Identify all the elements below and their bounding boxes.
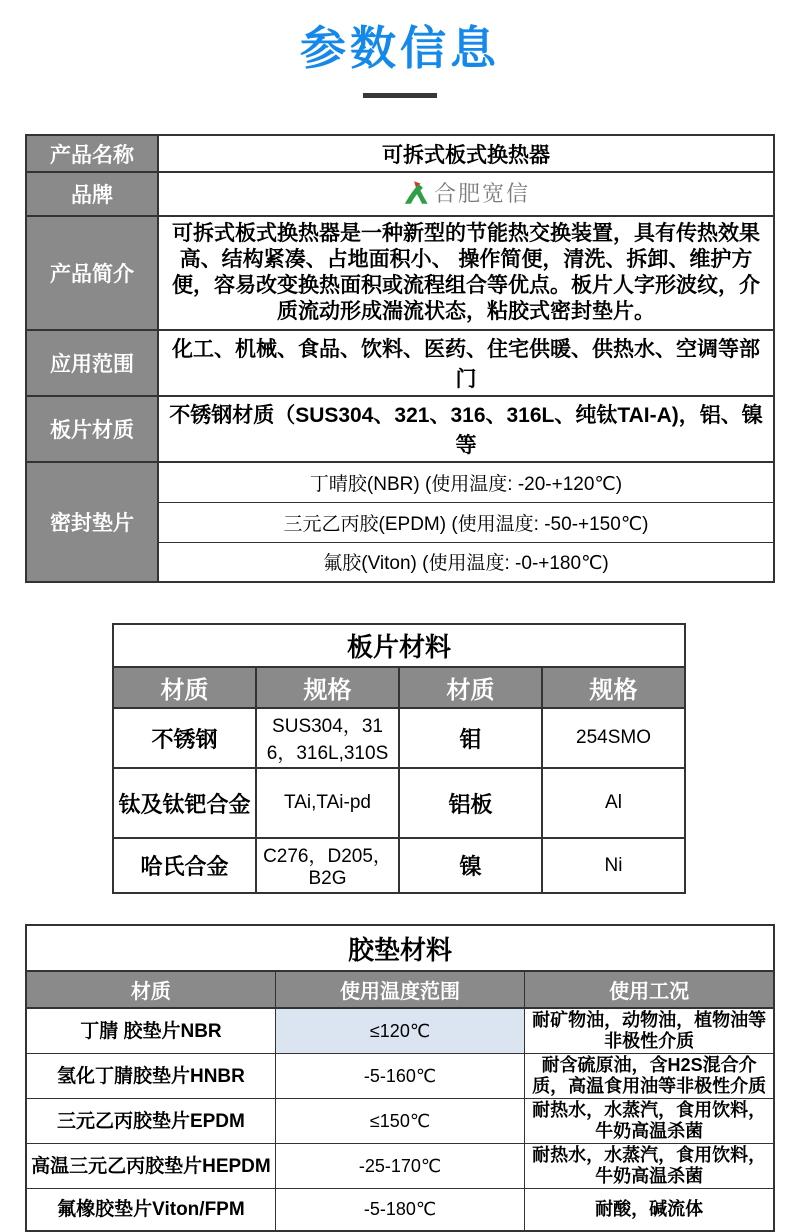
table-row [26,135,774,172]
spec-value-scope: 化工、机械、食品、饮料、医药、住宅供暖、供热水、空调等部门 [158,330,774,396]
spec-value-brand [158,172,774,216]
gasket-cell: -5-180℃ [275,1189,524,1231]
plate-cell: SUS304，316，316L,310S [256,708,399,768]
table-row [113,708,685,768]
plate-cell: 哈氏合金 [113,838,256,893]
table-row [26,172,774,216]
spec-label-seal-gasket: 密封垫片 [26,462,158,582]
spec-value-product-name: 可拆式板式换热器 [158,135,774,172]
gasket-cell: 耐含硫原油，含H2S混合介质，高温食用油等非极性介质 [525,1054,774,1099]
plate-table-title: 板片材料 [113,624,685,667]
gasket-cell: 高温三元乙丙胶垫片HEPDM [26,1144,275,1189]
plate-cell: 不锈钢 [113,708,256,768]
plate-cell: TAi,TAi-pd [256,768,399,838]
gasket-cell-temp-highlight: ≤120℃ [275,1008,524,1054]
plate-head-spec-2: 规格 [542,667,685,708]
gasket-cell: ≤150℃ [275,1099,524,1144]
table-row [26,396,774,462]
plate-head-material-1: 材质 [113,667,256,708]
table-row [113,838,685,893]
plate-cell: Ni [542,838,685,893]
gasket-cell: -5-160℃ [275,1054,524,1099]
spec-label-product-name: 产品名称 [26,135,158,172]
gasket-table-title: 胶垫材料 [26,925,774,971]
table-row [26,1008,774,1054]
table-row [113,667,685,708]
table-row [26,216,774,330]
plate-cell: 镍 [399,838,542,893]
table-row [26,1144,774,1189]
gasket-cell: 三元乙丙胶垫片EPDM [26,1099,275,1144]
table-row [26,1054,774,1099]
spec-label-intro: 产品简介 [26,216,158,330]
table-row [26,971,774,1008]
plate-cell: Al [542,768,685,838]
plate-head-material-2: 材质 [399,667,542,708]
page-title: 参数信息 [300,22,500,74]
spec-label-brand: 品牌 [26,172,158,216]
gasket-cell: 氟橡胶垫片Viton/FPM [26,1189,275,1231]
gasket-cell: 耐矿物油，动物油，植物油等非极性介质 [525,1008,774,1054]
gasket-cell: 耐热水，水蒸汽，食用饮料，牛奶高温杀菌 [525,1099,774,1144]
gasket-cell: 耐酸，碱流体 [525,1189,774,1231]
table-row [26,330,774,396]
table-row [26,462,774,502]
spec-value-intro: 可拆式板式换热器是一种新型的节能热交换装置，具有传热效果高、结构紧凑、占地面积小、 操作简便，清洗、拆卸、维护方便，容易改变换热面积或流程组合等优点。板片人字形波纹，介质流动形成湍流状态，粘胶式密封垫片。 [158,216,774,330]
table-row [113,768,685,838]
plate-head-spec-1: 规格 [256,667,399,708]
spec-label-scope: 应用范围 [26,330,158,396]
spec-label-plate-material: 板片材质 [26,396,158,462]
table-row [113,624,685,667]
plate-cell: C276，D205，B2G [256,838,399,893]
gasket-material-table [25,924,775,1232]
table-row [26,925,774,971]
product-spec-table [25,134,775,583]
plate-cell: 铝板 [399,768,542,838]
gasket-head-working-condition: 使用工况 [525,971,774,1008]
plate-material-table [112,623,686,894]
gasket-cell: 氢化丁腈胶垫片HNBR [26,1054,275,1099]
spec-gasket-viton: 氟胶(Viton) (使用温度: -0-+180℃) [158,542,774,582]
spec-gasket-nbr: 丁晴胶(NBR) (使用温度: -20-+120℃) [158,462,774,502]
gasket-cell: 丁腈 胶垫片NBR [26,1008,275,1054]
gasket-cell: -25-170℃ [275,1144,524,1189]
spec-gasket-epdm: 三元乙丙胶(EPDM) (使用温度: -50-+150℃) [158,502,774,542]
plate-cell: 254SMO [542,708,685,768]
gasket-head-temp-range: 使用温度范围 [275,971,524,1008]
gasket-head-material: 材质 [26,971,275,1008]
brand-logo [402,177,530,208]
brand-logo-text: 合肥宽信 [433,181,530,206]
plate-cell: 钛及钛钯合金 [113,768,256,838]
table-row [26,1099,774,1144]
table-row [26,1189,774,1231]
plate-cell: 钼 [399,708,542,768]
gasket-cell: 耐热水，水蒸汽，食用饮料，牛奶高温杀菌 [525,1144,774,1189]
title-underline-bar [363,93,437,98]
brand-logo-icon [402,180,430,205]
spec-value-plate-material: 不锈钢材质（SUS304、321、316、316L、纯钛TAI-A)，铝、镍等 [158,396,774,462]
